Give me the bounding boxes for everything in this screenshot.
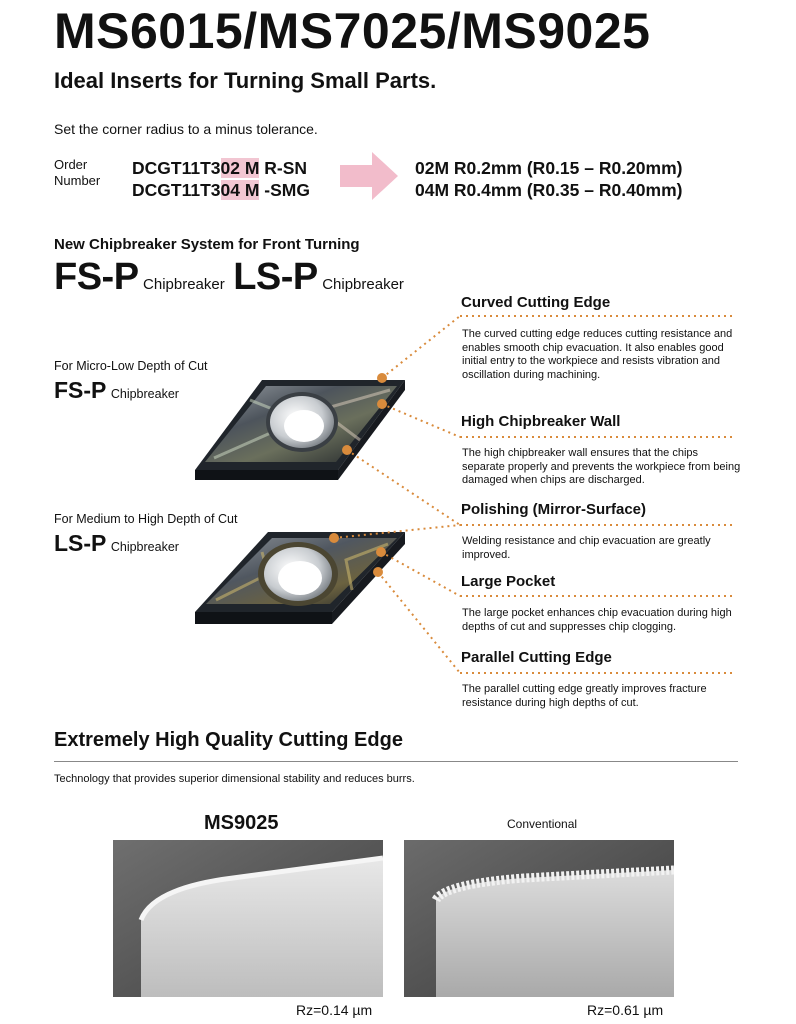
ms9025-edge-photo bbox=[113, 840, 383, 997]
feature-desc-large-pocket: The large pocket enhances chip evacuation during high depths of cut and suppresses chip clogging. bbox=[462, 607, 732, 633]
result-r02: 02M R0.2mm (R0.15 – R0.20mm) bbox=[415, 158, 683, 178]
fs-caption: For Micro-Low Depth of Cut bbox=[54, 359, 208, 373]
ms9025-photo-label: MS9025 bbox=[204, 812, 279, 834]
quality-title: Extremely High Quality Cutting Edge bbox=[54, 729, 403, 751]
feature-title-polishing: Polishing (Mirror-Surface) bbox=[461, 501, 647, 518]
feature-desc-parallel-edge: The parallel cutting edge greatly improves fracture resistance during high depths of cut. bbox=[462, 683, 707, 709]
conventional-roughness: Rz=0.61 µm bbox=[587, 1002, 664, 1018]
fs-p-insert bbox=[195, 380, 405, 480]
page-title: MS6015/MS7025/MS9025 bbox=[54, 3, 651, 59]
code-highlight: 04 M bbox=[220, 180, 260, 200]
section-divider bbox=[54, 761, 738, 762]
code-highlight: 02 M bbox=[220, 158, 260, 178]
feature-title-parallel-edge: Parallel Cutting Edge bbox=[461, 649, 612, 666]
feature-title-curved-edge: Curved Cutting Edge bbox=[461, 294, 611, 311]
quality-desc: Technology that provides superior dimensional stability and reduces burrs. bbox=[54, 773, 415, 785]
feature-desc-curved-edge: The curved cutting edge reduces cutting resistance and enables smooth chip evacuation. It also enables good initial entry to the workpiece and resists vibration and oscillation during machining. bbox=[462, 328, 733, 381]
feature-desc-chipbreaker-wall: The high chipbreaker wall ensures that the chips separate properly and prevents the workpiece from being damaged when chips are discharged. bbox=[462, 447, 741, 486]
result-r04: 04M R0.4mm (R0.35 – R0.40mm) bbox=[415, 180, 683, 200]
order-code-r02: DCGT11T302 M R-SN bbox=[132, 158, 308, 178]
chipbreaker-headline: FS-P Chipbreaker LS-P Chipbreaker bbox=[54, 256, 404, 298]
order-number-label: Order Number bbox=[54, 157, 101, 188]
feature-desc-polishing: Welding resistance and chip evacuation are greatly improved. bbox=[462, 535, 711, 561]
ls-caption: For Medium to High Depth of Cut bbox=[54, 512, 238, 526]
fs-label: FS-P Chipbreaker bbox=[54, 377, 179, 403]
ls-p-name: LS-P bbox=[233, 256, 318, 298]
leader-lines bbox=[334, 316, 460, 673]
feature-title-large-pocket: Large Pocket bbox=[461, 573, 556, 590]
fs-p-name: FS-P bbox=[54, 256, 139, 298]
chipbreaker-section-title: New Chipbreaker System for Front Turning bbox=[54, 236, 360, 253]
order-code-r04: DCGT11T304 M -SMG bbox=[132, 180, 310, 200]
feature-title-chipbreaker-wall: High Chipbreaker Wall bbox=[461, 413, 621, 430]
ls-label: LS-P Chipbreaker bbox=[54, 530, 179, 556]
page-subtitle: Ideal Inserts for Turning Small Parts. bbox=[54, 68, 437, 93]
ls-p-insert bbox=[195, 532, 405, 624]
tolerance-note: Set the corner radius to a minus tolerance. bbox=[54, 121, 318, 137]
ms9025-roughness: Rz=0.14 µm bbox=[296, 1002, 373, 1018]
conventional-edge-photo bbox=[404, 840, 674, 997]
conventional-photo-label: Conventional bbox=[507, 817, 578, 831]
